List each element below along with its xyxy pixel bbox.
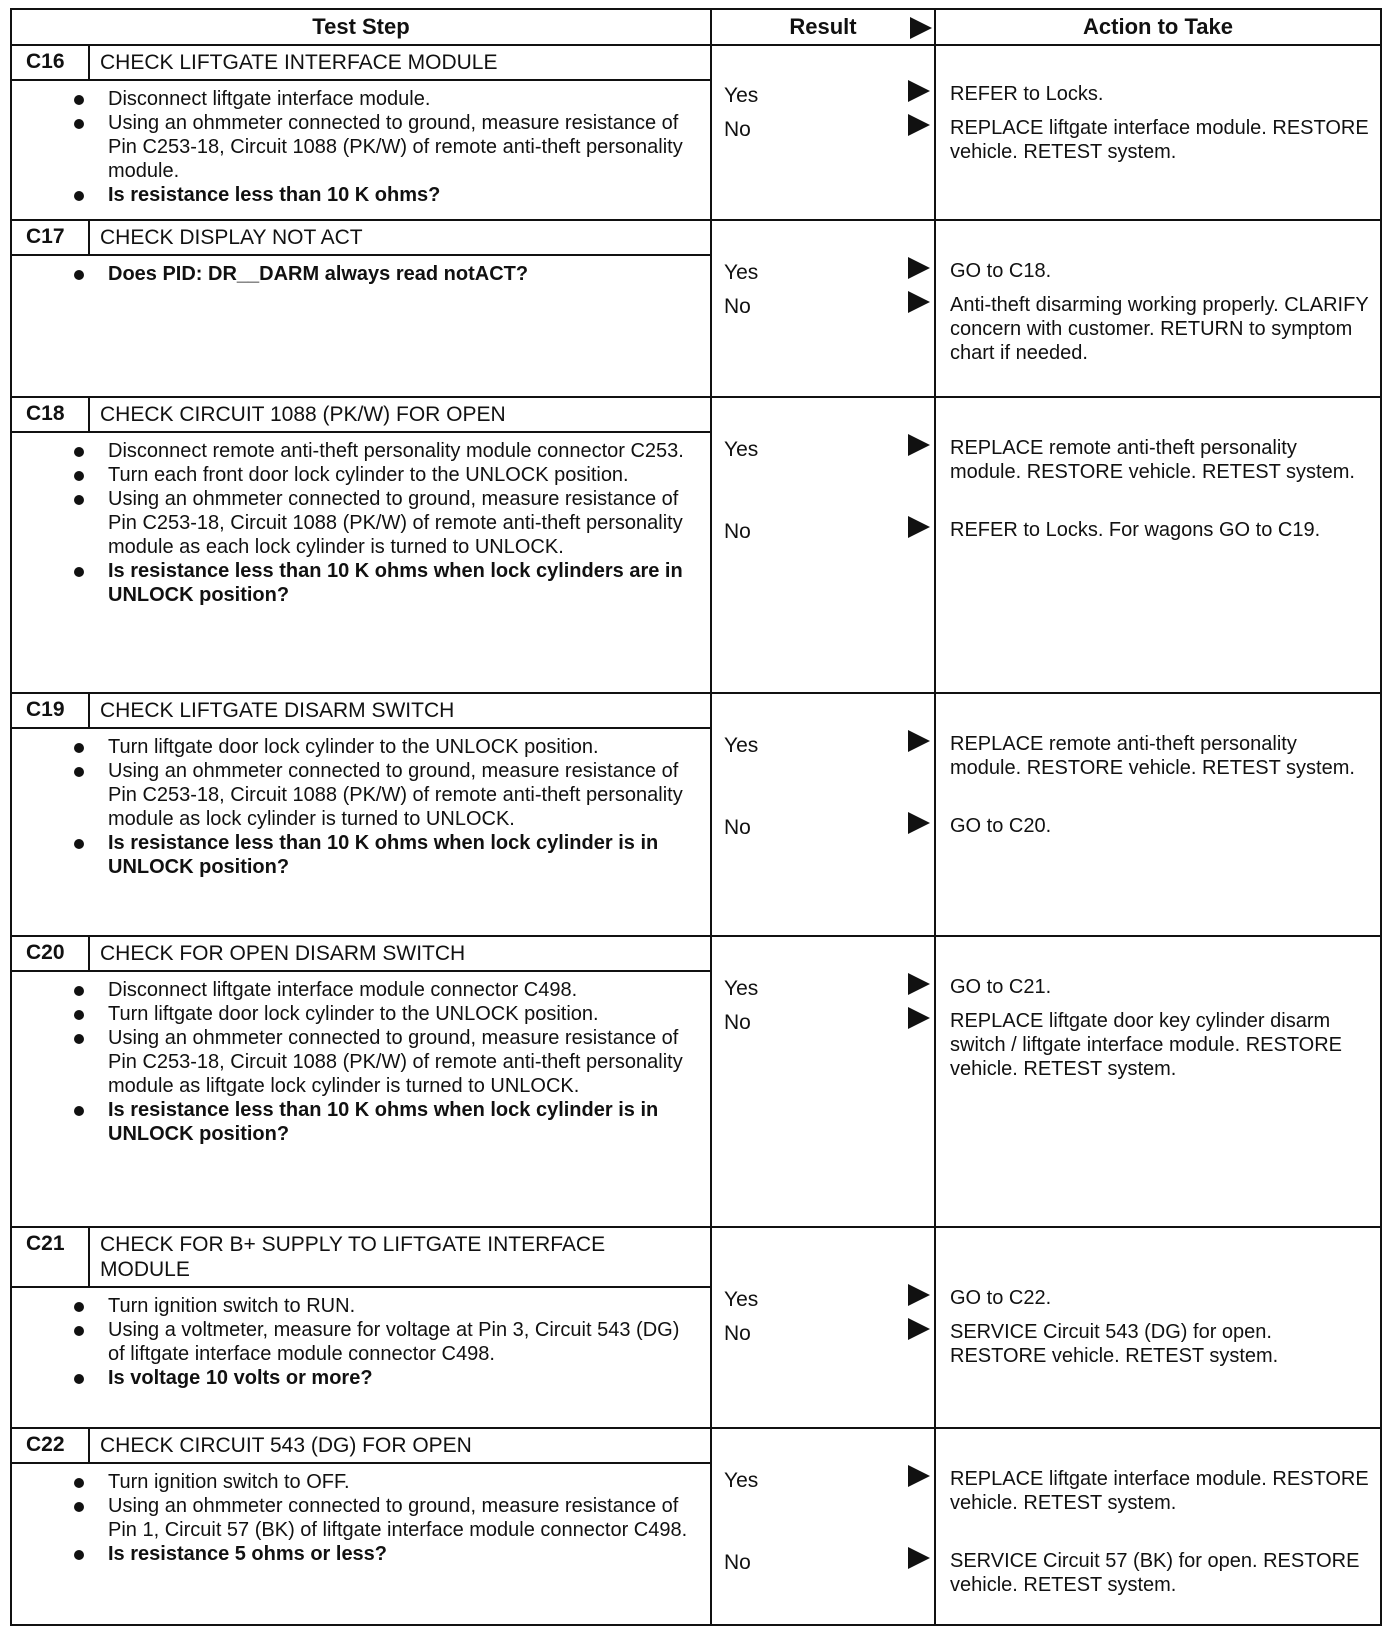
result-yes: Yes (724, 1468, 759, 1492)
arrow-right-icon (910, 17, 932, 39)
step-header (12, 1429, 710, 1464)
test-step (12, 398, 710, 693)
action-cell (935, 397, 1381, 694)
header-result-label: Result (789, 14, 857, 39)
action-no: Anti-theft disarming working properly. CLARIFY concern with customer. RETURN to symptom chart if needed. (950, 294, 1369, 365)
table-row (11, 1428, 1381, 1625)
action-no: REPLACE liftgate interface module. RESTORE vehicle. RETEST system. (950, 117, 1369, 163)
test-step (12, 1429, 710, 1624)
action-cell (935, 1428, 1381, 1625)
action-yes: REPLACE remote anti-theft personality module. RESTORE vehicle. RETEST system. (950, 733, 1355, 780)
step-header (12, 694, 710, 729)
action-yes: GO to C21. (950, 976, 1052, 999)
test-step-cell (11, 1227, 711, 1428)
step-bullet-list (12, 1288, 710, 1396)
step-bullet: Using a voltmeter, measure for voltage at Pin 3, Circuit 543 (DG) of liftgate interface module connector C498. (108, 1318, 690, 1366)
step-bullet: Using an ohmmeter connected to ground, measure resistance of Pin C253-18, Circuit 1088 (PK/W) of remote anti-theft personality module. (108, 111, 690, 183)
arrow-right-icon (908, 291, 930, 313)
step-bullet-list (12, 433, 710, 613)
step-header (12, 221, 710, 256)
step-title: CHECK LIFTGATE INTERFACE MODULE (100, 51, 498, 74)
step-id: C17 (12, 221, 90, 254)
step-question: Is voltage 10 volts or more? (108, 1366, 690, 1390)
step-header (12, 1228, 710, 1288)
step-question: Does PID: DR__DARM always read notACT? (108, 262, 690, 286)
arrow-right-icon (908, 1465, 930, 1487)
result-yes: Yes (724, 261, 759, 285)
result-no: No (724, 1011, 751, 1035)
step-bullet: Disconnect liftgate interface module connector C498. (108, 978, 690, 1002)
result-cell (711, 45, 935, 220)
result-no: No (724, 519, 751, 543)
step-bullet-list (12, 729, 710, 885)
action-yes: REFER to Locks. (950, 83, 1104, 105)
action-cell (935, 936, 1381, 1226)
action-cell (935, 45, 1381, 220)
result-cell (711, 397, 935, 694)
header-result (711, 9, 935, 45)
step-title: CHECK DISPLAY NOT ACT (100, 226, 363, 250)
step-bullet-list (12, 1464, 710, 1572)
step-bullet: Disconnect liftgate interface module. (108, 87, 690, 111)
table-row (11, 1227, 1381, 1428)
table-row (11, 397, 1381, 694)
test-step-cell (11, 936, 711, 1226)
result-cell (711, 1227, 935, 1428)
action-yes: REPLACE remote anti-theft personality module. RESTORE vehicle. RETEST system. (950, 436, 1355, 483)
result-yes: Yes (724, 437, 759, 461)
test-step (12, 221, 710, 395)
test-step (12, 1228, 710, 1427)
test-step (12, 694, 710, 935)
action-yes: GO to C22. (950, 1286, 1052, 1309)
diagnostic-table (10, 8, 1380, 1626)
step-bullet: Turn liftgate door lock cylinder to the UNLOCK position. (108, 735, 690, 759)
test-step-cell (11, 397, 711, 694)
arrow-right-icon (908, 516, 930, 538)
header-test-step: Test Step (11, 9, 711, 45)
test-step-table (10, 8, 1382, 1626)
arrow-right-icon (908, 730, 930, 752)
step-id: C21 (12, 1228, 90, 1286)
step-bullet-list (12, 81, 710, 213)
step-header (12, 46, 710, 81)
arrow-right-icon (908, 1284, 930, 1306)
step-bullet: Turn liftgate door lock cylinder to the UNLOCK position. (108, 1002, 690, 1026)
test-step-cell (11, 45, 711, 220)
result-yes: Yes (724, 84, 759, 107)
result-cell (711, 693, 935, 936)
step-bullet: Using an ohmmeter connected to ground, measure resistance of Pin 1, Circuit 57 (BK) of liftgate interface module connector C498. (108, 1494, 690, 1542)
arrow-right-icon (908, 812, 930, 834)
result-yes: Yes (724, 734, 759, 758)
result-no: No (724, 1550, 751, 1574)
step-id: C16 (12, 46, 90, 79)
result-yes: Yes (724, 977, 759, 1001)
step-title: CHECK CIRCUIT 543 (DG) FOR OPEN (100, 1433, 472, 1457)
result-no: No (724, 816, 751, 840)
test-step-cell (11, 693, 711, 936)
table-row (11, 45, 1381, 220)
action-no: SERVICE Circuit 543 (DG) for open. RESTORE vehicle. RETEST system. (950, 1320, 1279, 1367)
step-bullet: Disconnect remote anti-theft personality module connector C253. (108, 439, 690, 463)
step-id: C22 (12, 1429, 90, 1462)
test-step (12, 937, 710, 1225)
action-yes: GO to C18. (950, 260, 1052, 283)
action-cell (935, 693, 1381, 936)
action-cell (935, 220, 1381, 396)
step-bullet: Using an ohmmeter connected to ground, measure resistance of Pin C253-18, Circuit 1088 (PK/W) of remote anti-theft personality module as liftgate lock cylinder is turned to UNLOCK. (108, 1026, 690, 1098)
result-no: No (724, 295, 751, 319)
step-id: C20 (12, 937, 90, 970)
step-bullet: Using an ohmmeter connected to ground, measure resistance of Pin C253-18, Circuit 1088 (PK/W) of remote anti-theft personality module as lock cylinder is turned to UNLOCK. (108, 759, 690, 831)
result-cell (711, 220, 935, 396)
arrow-right-icon (908, 973, 930, 995)
step-title: CHECK CIRCUIT 1088 (PK/W) FOR OPEN (100, 402, 506, 426)
result-no: No (724, 1321, 751, 1345)
action-yes: REPLACE liftgate interface module. RESTORE vehicle. RETEST system. (950, 1467, 1369, 1514)
step-bullet-list (12, 972, 710, 1152)
test-step-cell (11, 1428, 711, 1625)
step-question: Is resistance 5 ohms or less? (108, 1542, 690, 1566)
header-action: Action to Take (935, 9, 1381, 45)
step-header (12, 937, 710, 972)
step-id: C18 (12, 398, 90, 431)
step-question: Is resistance less than 10 K ohms when lock cylinder is in UNLOCK position? (108, 831, 690, 879)
arrow-right-icon (908, 1547, 930, 1569)
arrow-right-icon (908, 80, 930, 102)
table-row (11, 936, 1381, 1226)
step-bullet: Using an ohmmeter connected to ground, measure resistance of Pin C253-18, Circuit 1088 (PK/W) of remote anti-theft personality module as each lock cylinder is turned to UNLOCK. (108, 487, 690, 559)
table-row (11, 220, 1381, 396)
result-yes: Yes (724, 1287, 759, 1311)
arrow-right-icon (908, 1007, 930, 1029)
action-no: REPLACE liftgate door key cylinder disarm switch / liftgate interface module. RESTORE vehicle. RETEST system. (950, 1010, 1343, 1081)
step-question: Is resistance less than 10 K ohms when lock cylinder is in UNLOCK position? (108, 1098, 690, 1146)
arrow-right-icon (908, 1318, 930, 1340)
action-no: SERVICE Circuit 57 (BK) for open. RESTORE vehicle. RETEST system. (950, 1549, 1360, 1596)
result-cell (711, 1428, 935, 1625)
result-no: No (724, 118, 751, 141)
step-header (12, 398, 710, 433)
step-bullet: Turn each front door lock cylinder to the UNLOCK position. (108, 463, 690, 487)
action-no: REFER to Locks. For wagons GO to C19. (950, 518, 1321, 541)
arrow-right-icon (908, 257, 930, 279)
test-step (12, 46, 710, 219)
action-cell (935, 1227, 1381, 1428)
step-title: CHECK FOR OPEN DISARM SWITCH (100, 942, 466, 966)
action-no: GO to C20. (950, 815, 1052, 838)
step-bullet: Turn ignition switch to RUN. (108, 1294, 690, 1318)
arrow-right-icon (908, 434, 930, 456)
step-question: Is resistance less than 10 K ohms? (108, 183, 690, 207)
step-question: Is resistance less than 10 K ohms when lock cylinders are in UNLOCK position? (108, 559, 690, 607)
step-bullet: Turn ignition switch to OFF. (108, 1470, 690, 1494)
step-id: C19 (12, 694, 90, 727)
test-step-cell (11, 220, 711, 396)
result-cell (711, 936, 935, 1226)
table-row (11, 693, 1381, 936)
step-title: CHECK FOR B+ SUPPLY TO LIFTGATE INTERFACE MODULE (100, 1232, 606, 1281)
step-title: CHECK LIFTGATE DISARM SWITCH (100, 699, 455, 723)
arrow-right-icon (908, 114, 930, 136)
step-bullet-list (12, 256, 710, 292)
